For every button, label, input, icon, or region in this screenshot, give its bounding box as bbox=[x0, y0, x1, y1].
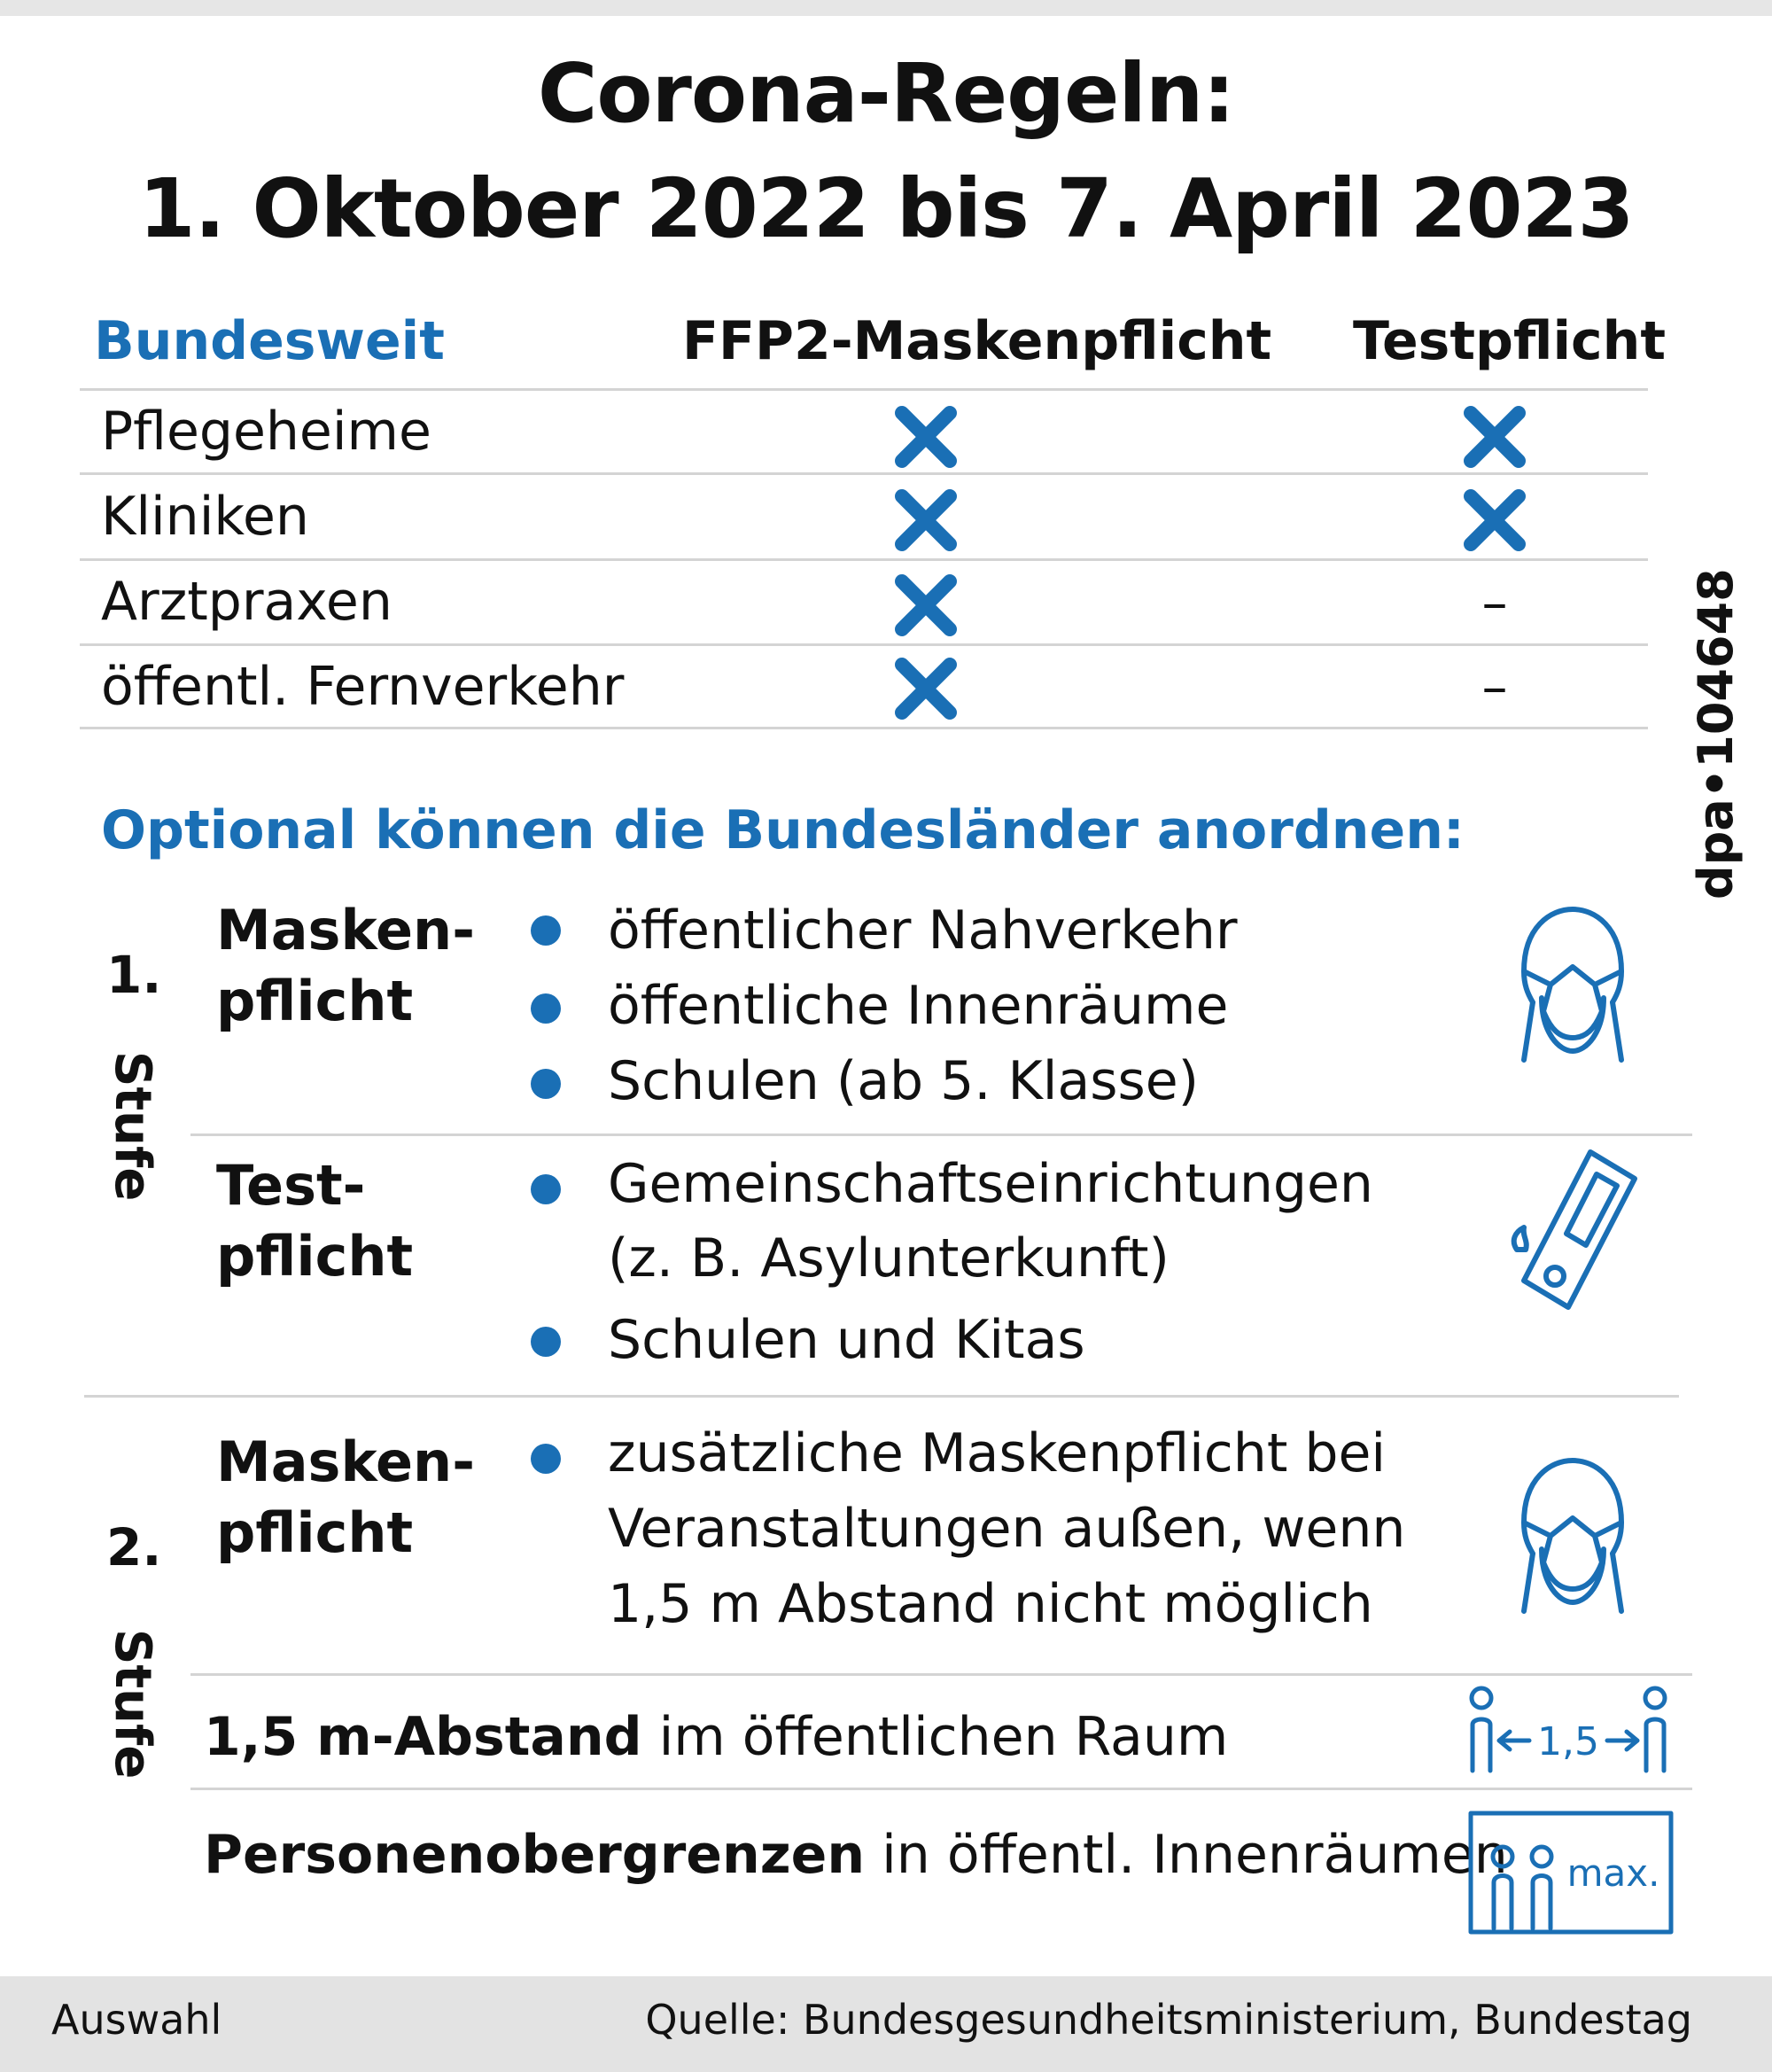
stufe1-mask-item: Schulen (ab 5. Klasse) bbox=[608, 1050, 1200, 1112]
stufe2-word: Stufe bbox=[104, 1629, 161, 1780]
stufe2-mask-label-2: pflicht bbox=[216, 1500, 414, 1565]
abstand-bold: 1,5 m-Abstand bbox=[204, 1706, 642, 1768]
stufe2-mask-line: Veranstaltungen außen, wenn bbox=[608, 1498, 1406, 1560]
section-rule bbox=[190, 1673, 1692, 1676]
obergrenzen-line bbox=[204, 1824, 1508, 1886]
bullet bbox=[531, 1327, 561, 1357]
credit-label: dpa•104648 bbox=[1688, 568, 1744, 900]
x-mark-icon bbox=[895, 489, 957, 551]
stufe2-number: 2. bbox=[106, 1517, 162, 1577]
x-mark-icon bbox=[895, 574, 957, 636]
table-rule bbox=[80, 643, 1648, 646]
section-rule bbox=[190, 1788, 1692, 1790]
row-label-arztpraxen: Arztpraxen bbox=[101, 571, 392, 633]
stufe1-mask-label-2: pflicht bbox=[216, 969, 414, 1033]
stufe1-mask-label-1: Masken- bbox=[216, 898, 475, 962]
face-mask-icon bbox=[1506, 900, 1639, 1069]
dash-arztpraxen-test: – bbox=[1481, 573, 1508, 633]
test-kit-icon bbox=[1506, 1143, 1648, 1320]
table-rule bbox=[80, 388, 1648, 391]
stufe-divider bbox=[84, 1395, 1679, 1398]
footer-left: Auswahl bbox=[51, 1996, 222, 2044]
stufe1-test-item1-line2: (z. B. Asylunterkunft) bbox=[608, 1227, 1170, 1289]
table-rule bbox=[80, 558, 1648, 561]
header-testpflicht: Testpflicht bbox=[1353, 310, 1666, 372]
bullet bbox=[531, 1444, 561, 1474]
section-rule bbox=[190, 1133, 1692, 1136]
row-label-kliniken: Kliniken bbox=[101, 486, 309, 548]
stufe1-mask-item: öffentlicher Nahverkehr bbox=[608, 900, 1238, 962]
obergrenzen-rest: in öffentl. Innenräumen bbox=[865, 1824, 1508, 1886]
bullet bbox=[531, 993, 561, 1024]
stufe1-word: Stufe bbox=[104, 1051, 161, 1202]
x-mark-icon bbox=[1464, 489, 1526, 551]
abstand-rest: im öffentlichen Raum bbox=[641, 1706, 1229, 1768]
bullet bbox=[531, 1069, 561, 1099]
dash-fernverkehr-test: – bbox=[1481, 657, 1508, 717]
max-persons-icon bbox=[1467, 1810, 1675, 1936]
footer-source: Quelle: Bundesgesundheitsministerium, Bundestag bbox=[645, 1996, 1692, 2044]
x-mark-icon bbox=[1464, 406, 1526, 468]
stufe1-test-item1-line1: Gemeinschaftseinrichtungen bbox=[608, 1153, 1373, 1215]
page-title-line1: Corona-Regeln: bbox=[537, 46, 1235, 141]
bullet bbox=[531, 915, 561, 946]
header-ffp2-maskenpflicht: FFP2-Maskenpflicht bbox=[682, 310, 1272, 372]
max-persons-icon-label: max. bbox=[1566, 1851, 1660, 1895]
top-bar bbox=[0, 0, 1772, 16]
obergrenzen-bold: Personenobergrenzen bbox=[204, 1824, 866, 1886]
distance-icon-label: 1,5 bbox=[1537, 1719, 1599, 1764]
stufe1-number: 1. bbox=[106, 945, 162, 1005]
stufe1-mask-item: öffentliche Innenräume bbox=[608, 975, 1229, 1037]
table-rule bbox=[80, 472, 1648, 475]
x-mark-icon bbox=[895, 406, 957, 468]
distance-icon bbox=[1462, 1680, 1675, 1778]
row-label-pflegeheime: Pflegeheime bbox=[101, 401, 431, 463]
stufe2-mask-label-1: Masken- bbox=[216, 1429, 475, 1494]
header-bundesweit: Bundesweit bbox=[94, 310, 445, 372]
stufe2-mask-line: 1,5 m Abstand nicht möglich bbox=[608, 1573, 1373, 1635]
table-rule bbox=[80, 727, 1648, 729]
abstand-line bbox=[204, 1706, 1228, 1768]
stufe1-test-label-2: pflicht bbox=[216, 1224, 414, 1289]
stufe2-mask-line: zusätzliche Maskenpflicht bei bbox=[608, 1422, 1387, 1484]
x-mark-icon bbox=[895, 658, 957, 720]
stufe1-test-label-1: Test- bbox=[216, 1153, 366, 1218]
stufe1-test-item2: Schulen und Kitas bbox=[608, 1309, 1085, 1371]
row-label-fernverkehr: öffentl. Fernverkehr bbox=[101, 656, 625, 718]
optional-heading: Optional können die Bundesländer anordnen: bbox=[101, 799, 1465, 861]
face-mask-icon bbox=[1506, 1452, 1639, 1620]
bullet bbox=[531, 1174, 561, 1204]
page-title-line2: 1. Oktober 2022 bis 7. April 2023 bbox=[138, 161, 1634, 256]
